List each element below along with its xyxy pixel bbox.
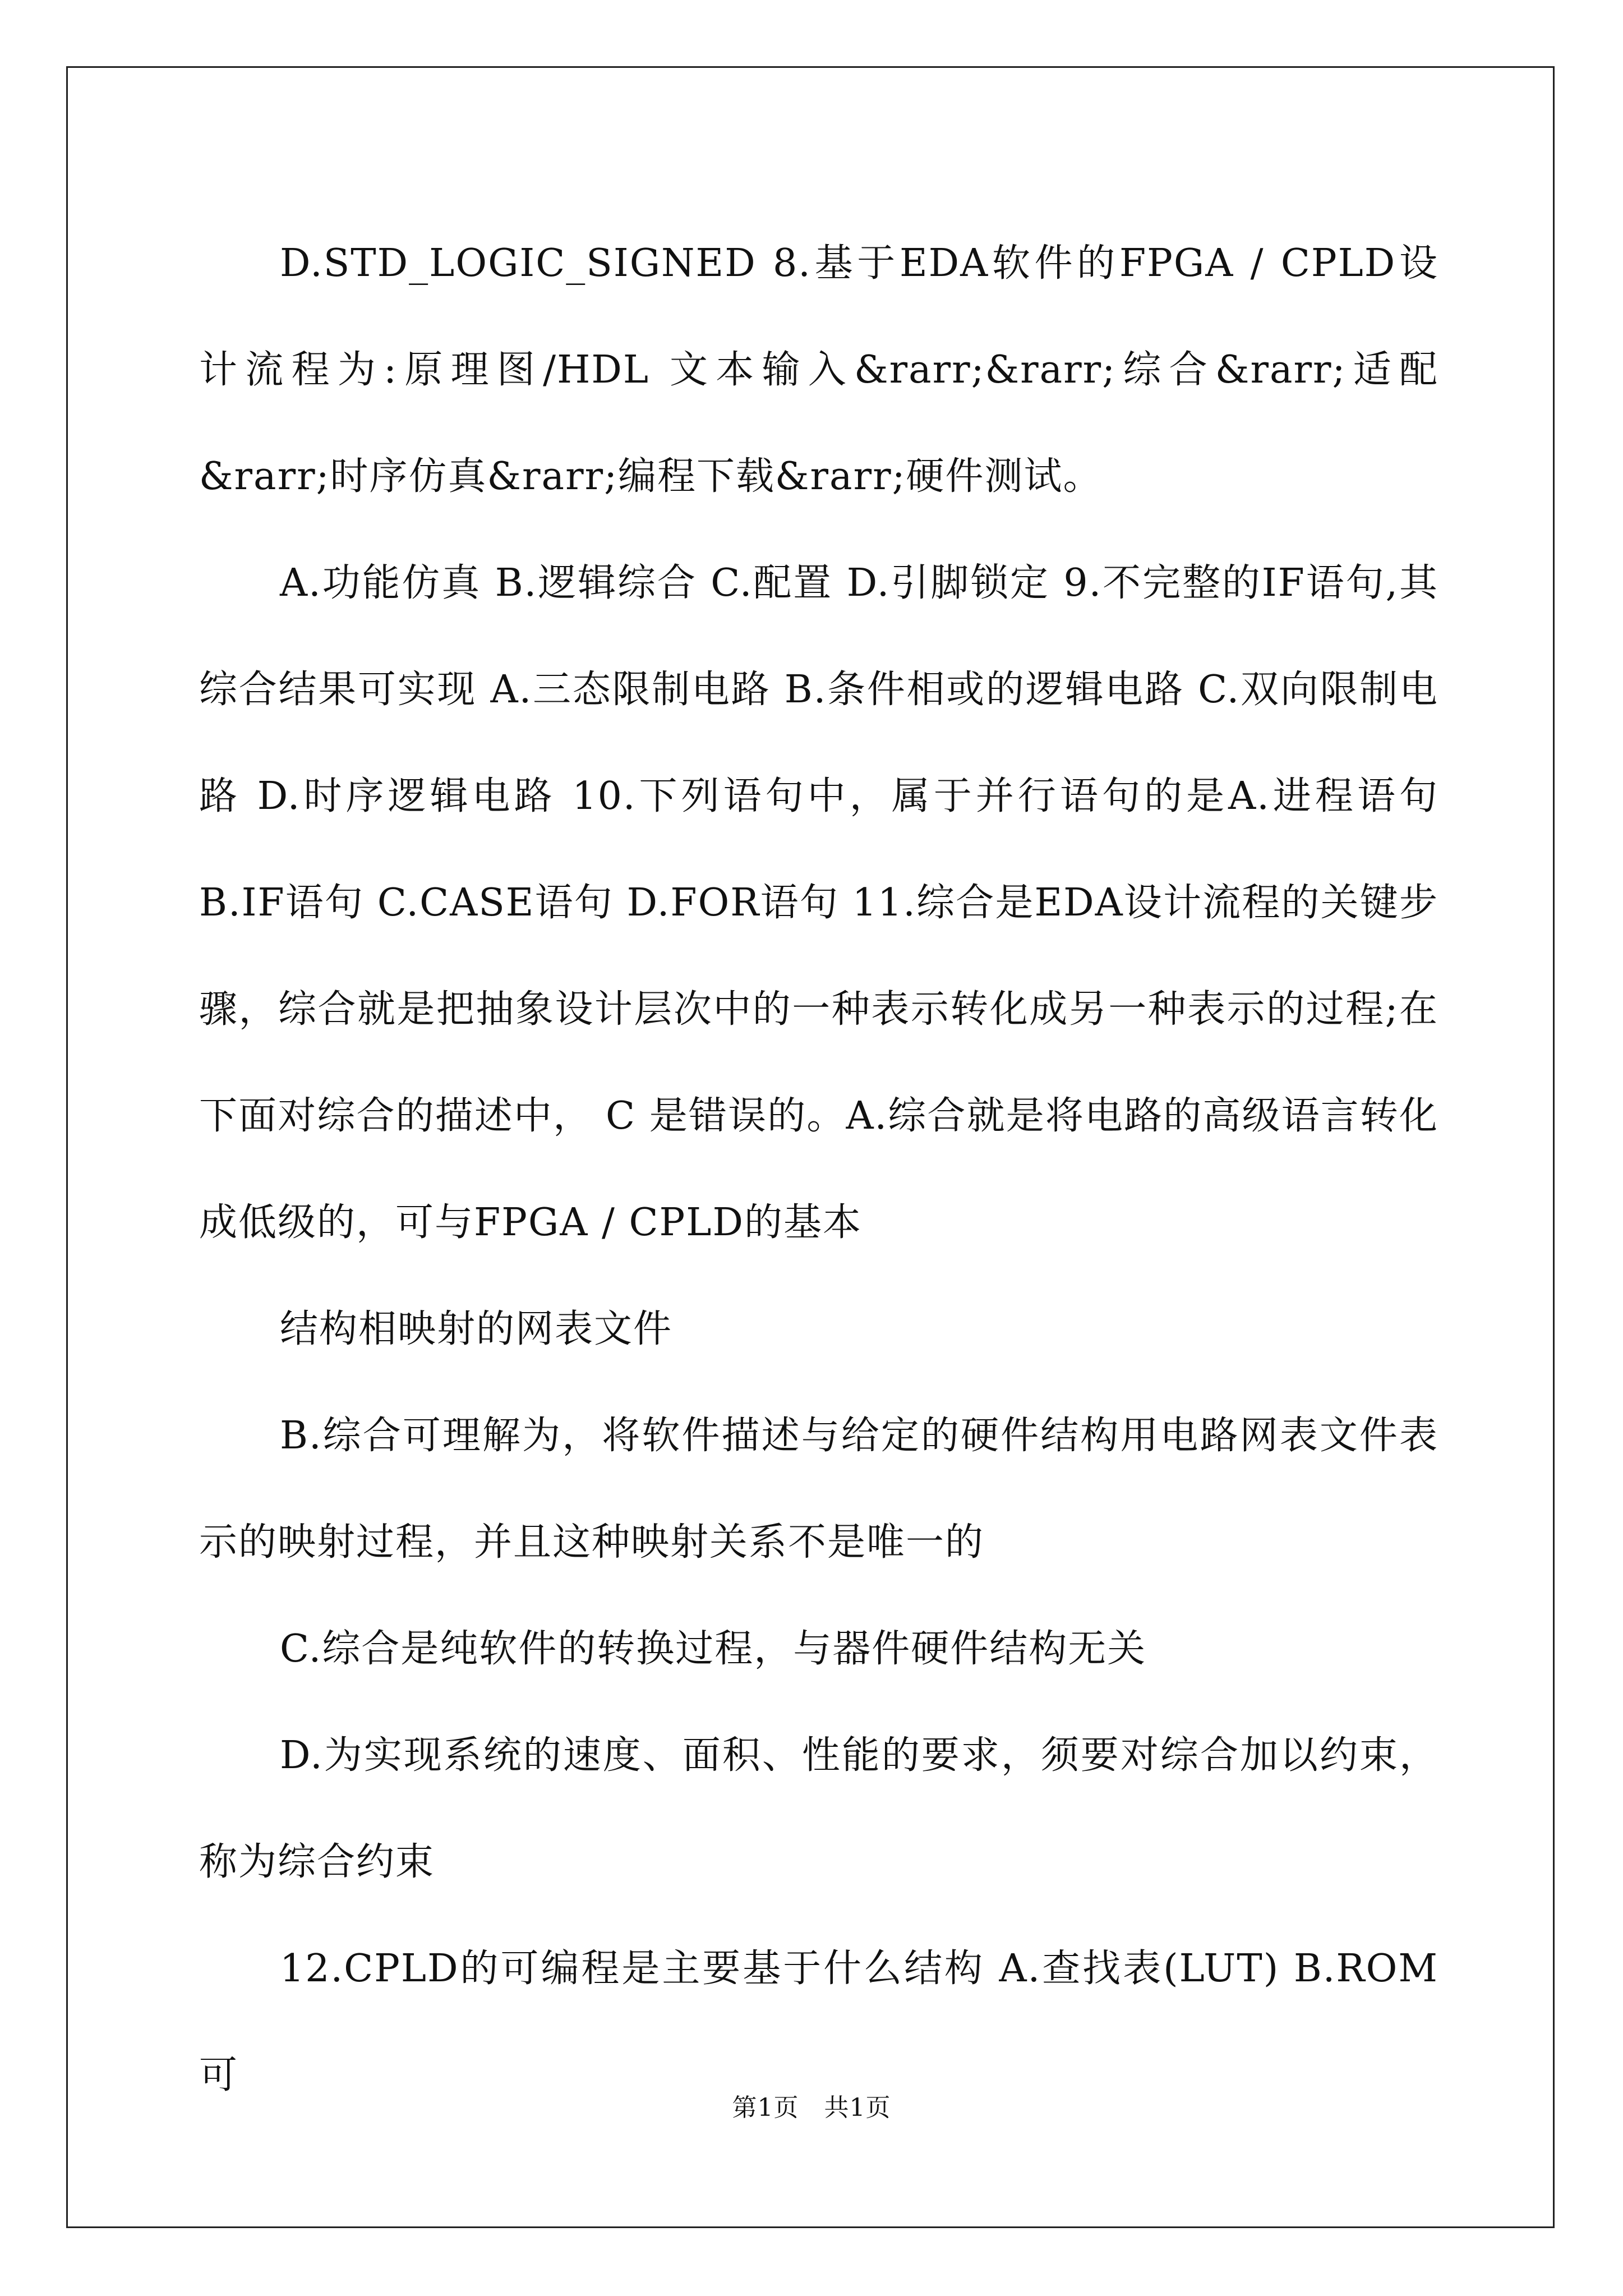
paragraph-7: 12.CPLD的可编程是主要基于什么结构 A.查找表(LUT) B.ROM可 bbox=[199, 1947, 1438, 2097]
document-body bbox=[199, 210, 1438, 2129]
paragraph-5: C.综合是纯软件的转换过程，与器件硬件结构无关 bbox=[280, 1627, 1147, 1671]
paragraph-2: A.功能仿真 B.逻辑综合 C.配置 D.引脚锁定 9.不完整的IF语句,其综合结果可实现 A.三态限制电路 B.条件相或的逻辑电路 C.双向限制电路 D.时序逻辑电路 10.下列语句中，属于并行语句的是A.进程语句 B.IF语句 C.CASE语句 D.FOR语句 11.综合是EDA设计流程的关键步骤，综合就是把抽象设计层次中的一种表示转化成另一种表示的过程;在下面对综合的描述中， C 是错误的。A.综合就是将电路的高级语言转化成低级的，可与FPGA / CPLD的基本 bbox=[199, 561, 1438, 1245]
paragraph-1: D.STD_LOGIC_SIGNED 8.基于EDA软件的FPGA / CPLD设计流程为:原理图/HDL 文本输入&rarr;&rarr;综合&rarr;适配&rarr;时序仿真&rarr;编程下载&rarr;硬件测试。 bbox=[199, 241, 1438, 499]
paragraph-3: 结构相映射的网表文件 bbox=[280, 1307, 673, 1351]
paragraph-4: B.综合可理解为，将软件描述与给定的硬件结构用电路网表文件表示的映射过程，并且这种映射关系不是唯一的 bbox=[199, 1414, 1438, 1565]
paragraph-6: D.为实现系统的速度、面积、性能的要求，须要对综合加以约束，称为综合约束 bbox=[199, 1733, 1438, 1884]
page-footer: 第1页 共1页 bbox=[732, 2093, 891, 2122]
